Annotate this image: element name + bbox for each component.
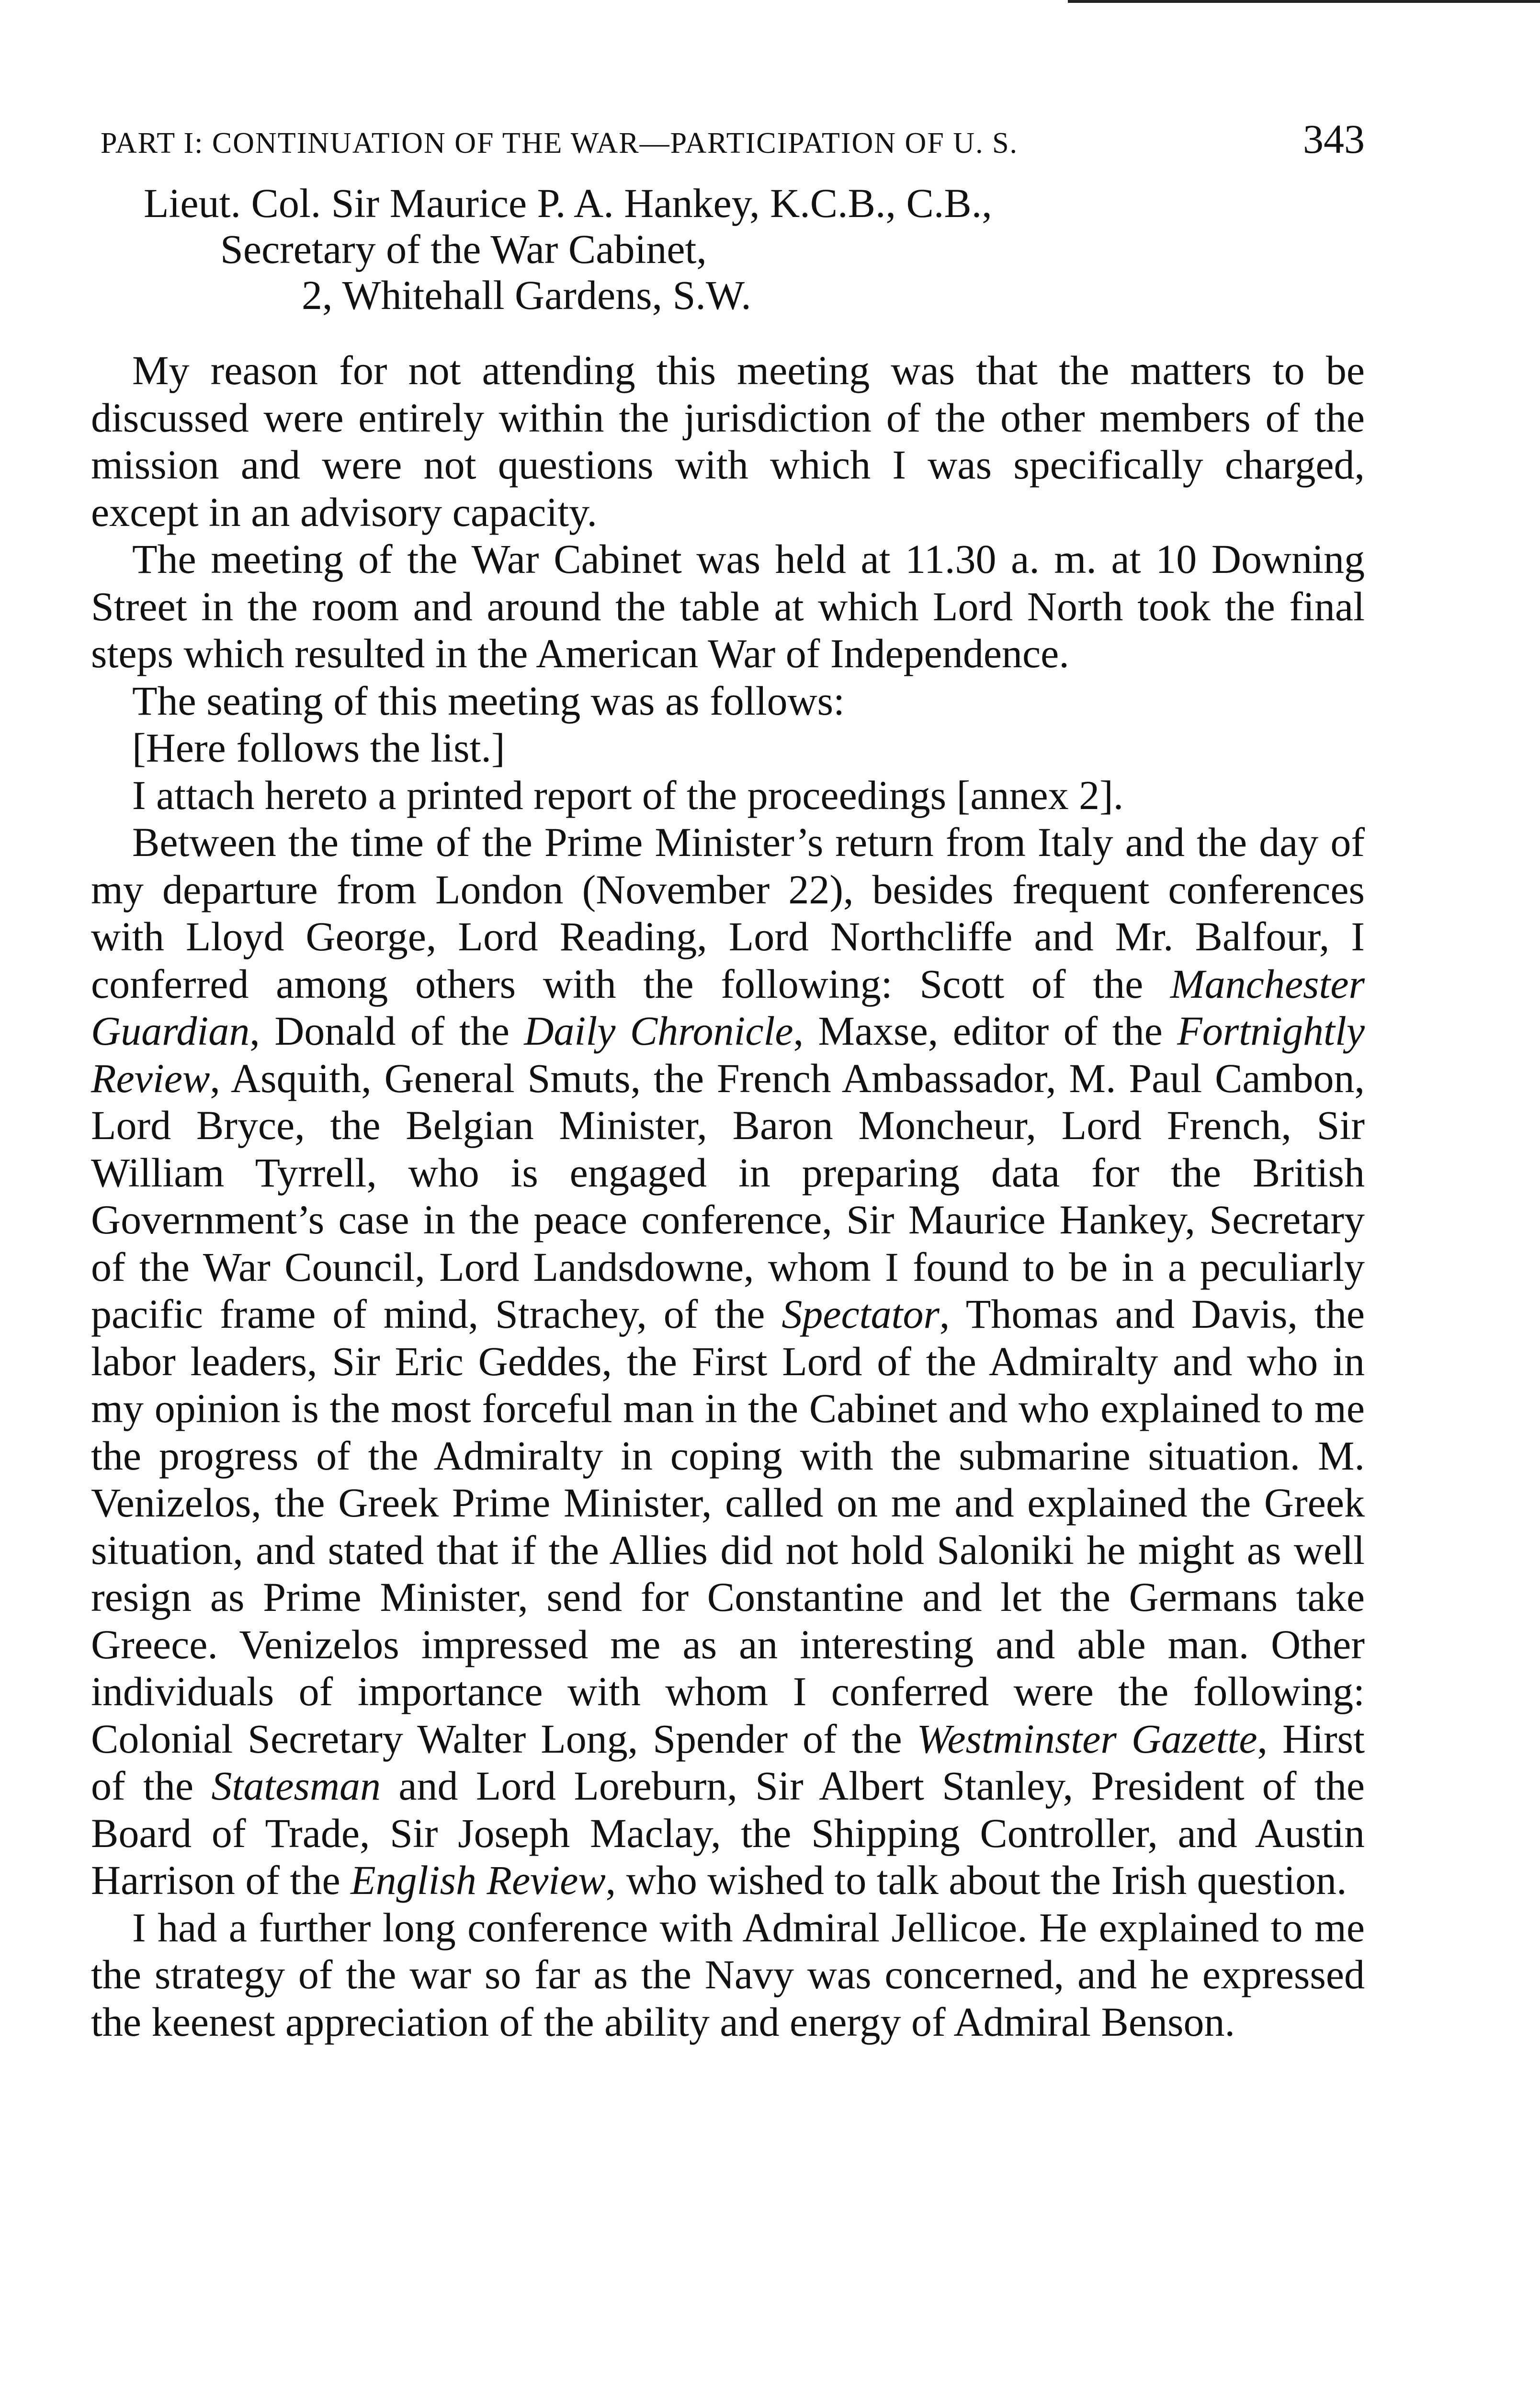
address-line-1: Lieut. Col. Sir Maurice P. A. Hankey, K.C.B., C.B., (144, 180, 992, 226)
text-segment: and Lord Loreburn, Sir Albert Stanley, President of the Board of Trade, Sir Joseph Maclay, the Shipping Controller, and Austin Harrison of the (91, 1763, 1365, 1903)
address-block (144, 180, 1365, 318)
text-segment: , Donald of the (249, 1008, 524, 1054)
paragraph-annex: I attach hereto a printed report of the proceedings [annex 2]. (132, 772, 1124, 818)
text-segment: , Hirst of the (91, 1715, 1365, 1809)
paragraph-jellicoe: I had a further long conference with Admiral Jellicoe. He explained to me the strategy of the war so far as the Navy was concerned, and he expressed the keenest appreciation of the ability and energy of Admiral Benson. (91, 1904, 1365, 2045)
text-segment: , Maxse, editor of the (793, 1008, 1178, 1054)
text-segment: , Thomas and Davis, the labor leaders, Sir Eric Geddes, the First Lord of the Admiralty and who in my opinion is the most forceful man in the Cabinet and who explained to me the progress of the Admiralty in coping with the submarine situation. M. Venizelos, the Greek Prime Minister, called on me and explained the Greek situation, and stated that if the Allies did not hold Saloniki he might as well resign as Prime Minister, send for Constantine and let the Germans take Greece. Venizelos impressed me as an interesting and able man. Other individuals of importance with whom I conferred were the following: Colonial Secretary Walter Long, Spender of the (91, 1291, 1365, 1762)
paragraph-seating: The seating of this meeting was as follows: (132, 677, 845, 724)
publication-title: Westminster Gazette (917, 1715, 1257, 1762)
running-head (101, 115, 1365, 163)
text-segment: , Asquith, General Smuts, the French Ambassador, M. Paul Cambon, Lord Bryce, the Belgian Minister, Baron Moncheur, Lord French, Sir William Tyrrell, who is engaged in preparing data for the British Government’s case in the peace conference, Sir Maurice Hankey, Secretary of the War Council, Lord Landsdowne, whom I found to be in a peculiarly pacific frame of mind, Strachey, of the (91, 1055, 1365, 1337)
paragraph-reason: My reason for not attending this meeting was that the matters to be discussed were entirely within the jurisdiction of the other members of the mission and were not questions with which I was specifically charged, except in an advisory capacity. (91, 347, 1365, 535)
text-segment: Between the time of the Prime Minister’s return from Italy and the day of my departure from London (November 22), besides frequent conferences with Lloyd George, Lord Reading, Lord Northcliffe and Mr. Balfour, I conferred among others with the following: Scott of the (91, 819, 1365, 1007)
publication-title: Daily Chronicle (524, 1008, 793, 1054)
document-page (91, 115, 1365, 2045)
address-line-3: 2, Whitehall Gardens, S.W. (302, 272, 751, 318)
publication-title: Spectator (781, 1291, 940, 1337)
paragraph-list-note: [Here follows the list.] (132, 725, 505, 771)
publication-title: Statesman (211, 1763, 381, 1809)
running-head-title: PART I: CONTINUATION OF THE WAR—PARTICIPATION OF U. S. (101, 127, 1019, 160)
top-border-rule (1068, 0, 1540, 3)
publication-title: Manchester Guardian (91, 960, 1365, 1054)
paragraph-conferences (91, 819, 1365, 1904)
text-segment: , who wished to talk about the Irish question. (605, 1857, 1347, 1903)
paragraph-meeting: The meeting of the War Cabinet was held at 11.30 a. m. at 10 Downing Street in the room and around the table at which Lord North took the final steps which resulted in the American War of Independence. (91, 536, 1365, 676)
page-number: 343 (1303, 116, 1365, 162)
publication-title: English Review (351, 1857, 606, 1903)
address-line-2: Secretary of the War Cabinet, (220, 226, 707, 272)
publication-title: Fortnightly Review (91, 1008, 1365, 1101)
